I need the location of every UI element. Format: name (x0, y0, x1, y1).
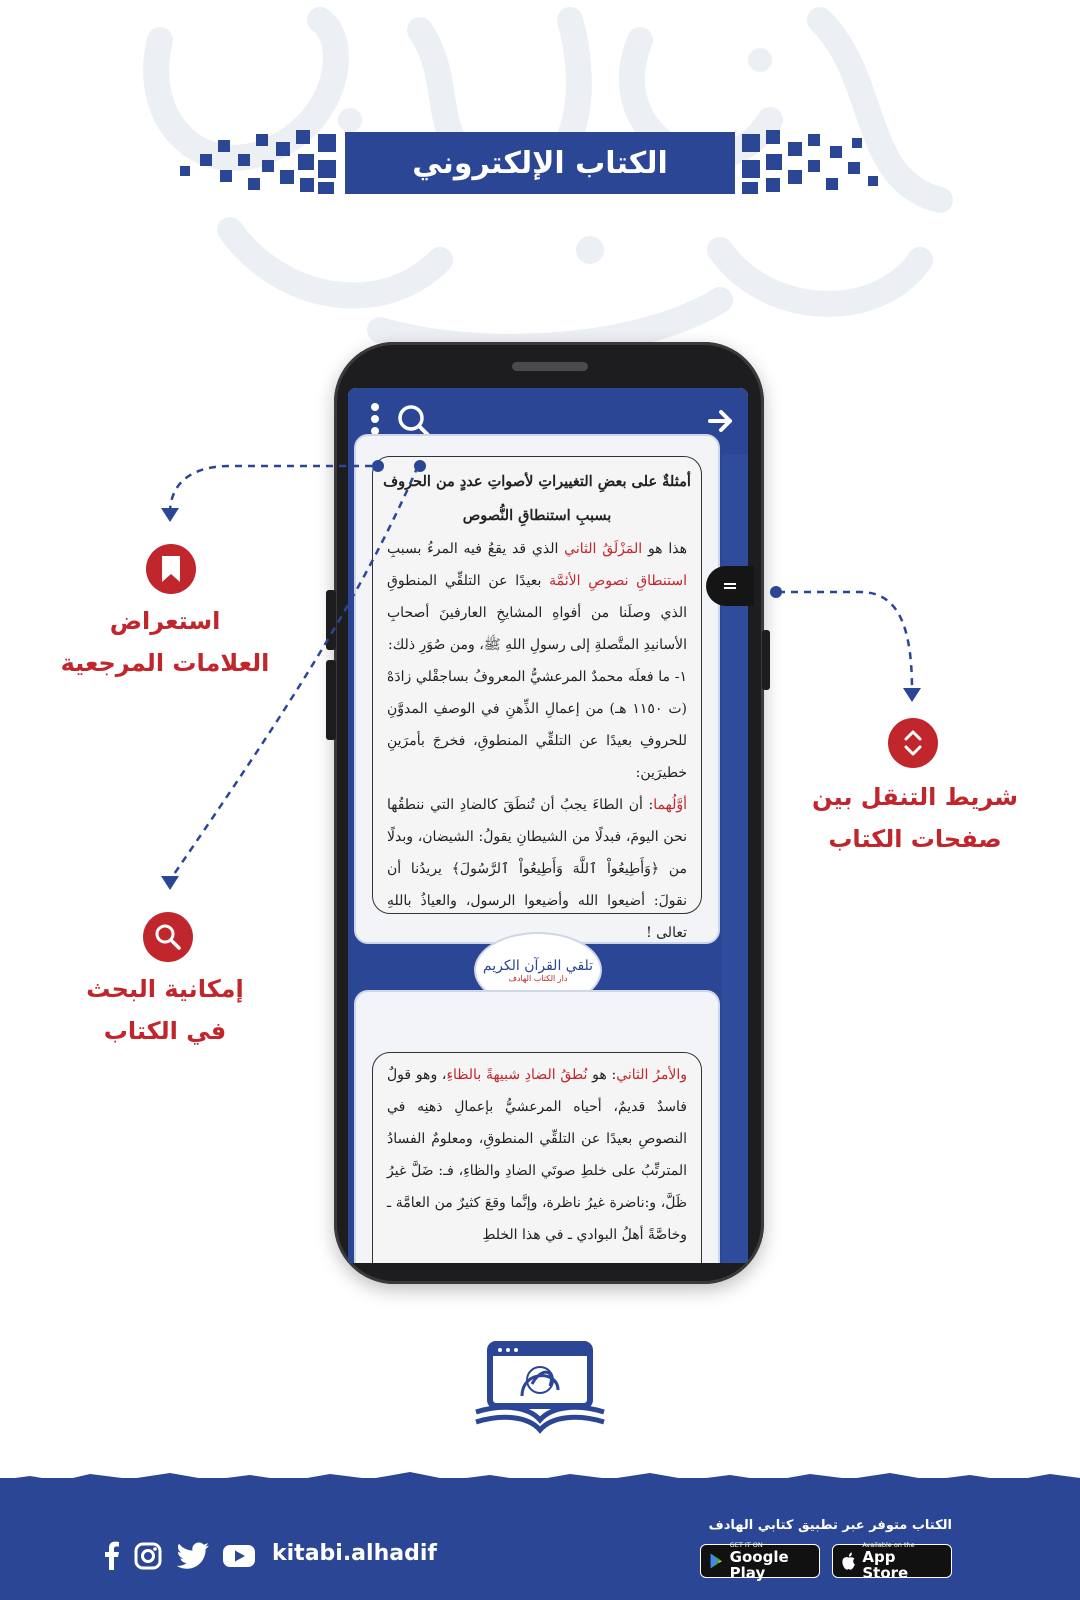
highlight-text: استنطاقِ نصوصِ الأئمَّة (549, 573, 687, 589)
chevron-up-down-icon (902, 728, 924, 758)
text-run: الذي قد يقعُ فيه المرءُ بسببِ (387, 541, 565, 557)
navbar-callout-label (780, 776, 1050, 860)
store-caption: GET IT ON (729, 1541, 763, 1549)
facebook-icon[interactable] (104, 1540, 120, 1570)
text-run: هذا هو (642, 541, 687, 557)
google-play-icon (709, 1551, 724, 1571)
divider-subtitle: دار الكتاب الهادف (508, 973, 568, 983)
bookmark-callout-icon (146, 544, 196, 594)
banner-title: الكتاب الإلكتروني (345, 132, 735, 194)
app-store-button[interactable] (832, 1541, 952, 1582)
text-run: بعيدًا عن التلقِّي المنطوقِ الذي وصلَنا من أفواهِ المشايخِ العارفينَ أصحابِ الأسانيدِ المتَّصلةِ إلى رسولِ اللهِ ﷺ، ومن صُوَرِ ذلك: (387, 573, 687, 653)
instagram-icon[interactable] (134, 1542, 162, 1570)
bookmarks-callout-label (40, 600, 290, 684)
search-callout-icon (143, 912, 193, 962)
callout-line: استعراض (109, 607, 221, 635)
youtube-icon[interactable] (222, 1544, 256, 1568)
callout-line: شريط التنقل بين (812, 783, 1018, 811)
text-run: ، وهو قولٌ فاسدٌ قديمٌ، أحياه المرعشيُّ بإعمالِ ذهنِه في النصوصِ بعيدًا عن التلقِّي المنطوقِ، ومعلومٌ الفسادُ المترتِّبُ على خلطِ صوتَي الضادِ والظاءِ، فـ: ضَلَّ غيرُ ظَلَّ، و:ناضرة غيرُ ناظرة، وإنَّما وقعَ كثيرٌ من العامَّة ـ وخاصَّةً أهلُ البوادي ـ في هذا الخلطِ (387, 1067, 687, 1243)
bookmark-icon (159, 555, 183, 583)
footer (0, 1478, 1080, 1600)
twitter-icon[interactable] (176, 1542, 210, 1570)
highlight-text: والأمرُ الثاني (616, 1067, 687, 1083)
store-name: Google Play (729, 1548, 789, 1582)
book-page (354, 990, 720, 1263)
page-heading-line2: بسببِ استنطاقِ النُّصوص (462, 507, 612, 524)
search-icon (154, 923, 182, 951)
publisher-logo (472, 1340, 608, 1436)
text-run: : هو (587, 1067, 617, 1083)
callout-line: إمكانية البحث (86, 975, 244, 1003)
callout-line: في الكتاب (103, 1017, 227, 1045)
highlight-text: أوَّلُهما (653, 797, 687, 813)
page-heading-line1: أمثلةٌ على بعضِ التغييراتِ لأصواتِ عددٍ من الحروف (383, 473, 691, 490)
page-paragraph: ١- ما فعلَه محمدٌ المرعشيُّ المعروفُ بساجقْلي زادَهْ (ت ١١٥٠ هـ) من إعمالِ الذِّهنِ في الوصفِ المدوَّنِ للحروفِ بعيدًا عن التلقِّي المنطوقِ، فخرجَ بأمرَينِ خطيرَين: (387, 669, 687, 781)
app-availability-text: الكتاب متوفر عبر تطبيق كتابي الهادف (708, 1518, 952, 1533)
callout-line: العلامات المرجعية (60, 649, 270, 677)
callout-line: صفحات الكتاب (828, 825, 1002, 853)
google-play-button[interactable] (700, 1541, 820, 1582)
divider-title: تلقي القرآن الكريم (482, 957, 594, 974)
page-frame (372, 1052, 702, 1263)
highlight-text: نُطقُ الضادِ شبيهةً بالظاءِ (446, 1067, 588, 1083)
highlight-text: المَزْلَقُ الثاني (564, 541, 643, 557)
social-handle: kitabi.alhadif (272, 1541, 437, 1566)
navbar-callout-icon (888, 718, 938, 768)
text-run: : أن الطاءَ يجبُ أن تُنطَقَ كالضادِ التي ننطقُها نحن اليومَ، فبدلًا من الشيطانِ يقولُ: الشيضان، وبدلًا من ﴿وَأَطِيعُواْ ٱللَّهَ وَأَطِيعُواْ ٱلرَّسُولَ﴾ يريدُنا أن نقولَ: أضيعوا الله وأضيعوا الرسول، والعياذُ باللهِ تعالى ! (387, 797, 687, 941)
apple-icon (841, 1551, 856, 1571)
page-paragraph (373, 1053, 701, 1251)
search-callout-label (40, 968, 290, 1052)
store-caption: Available on the (862, 1541, 915, 1549)
store-name: App Store (862, 1548, 909, 1582)
